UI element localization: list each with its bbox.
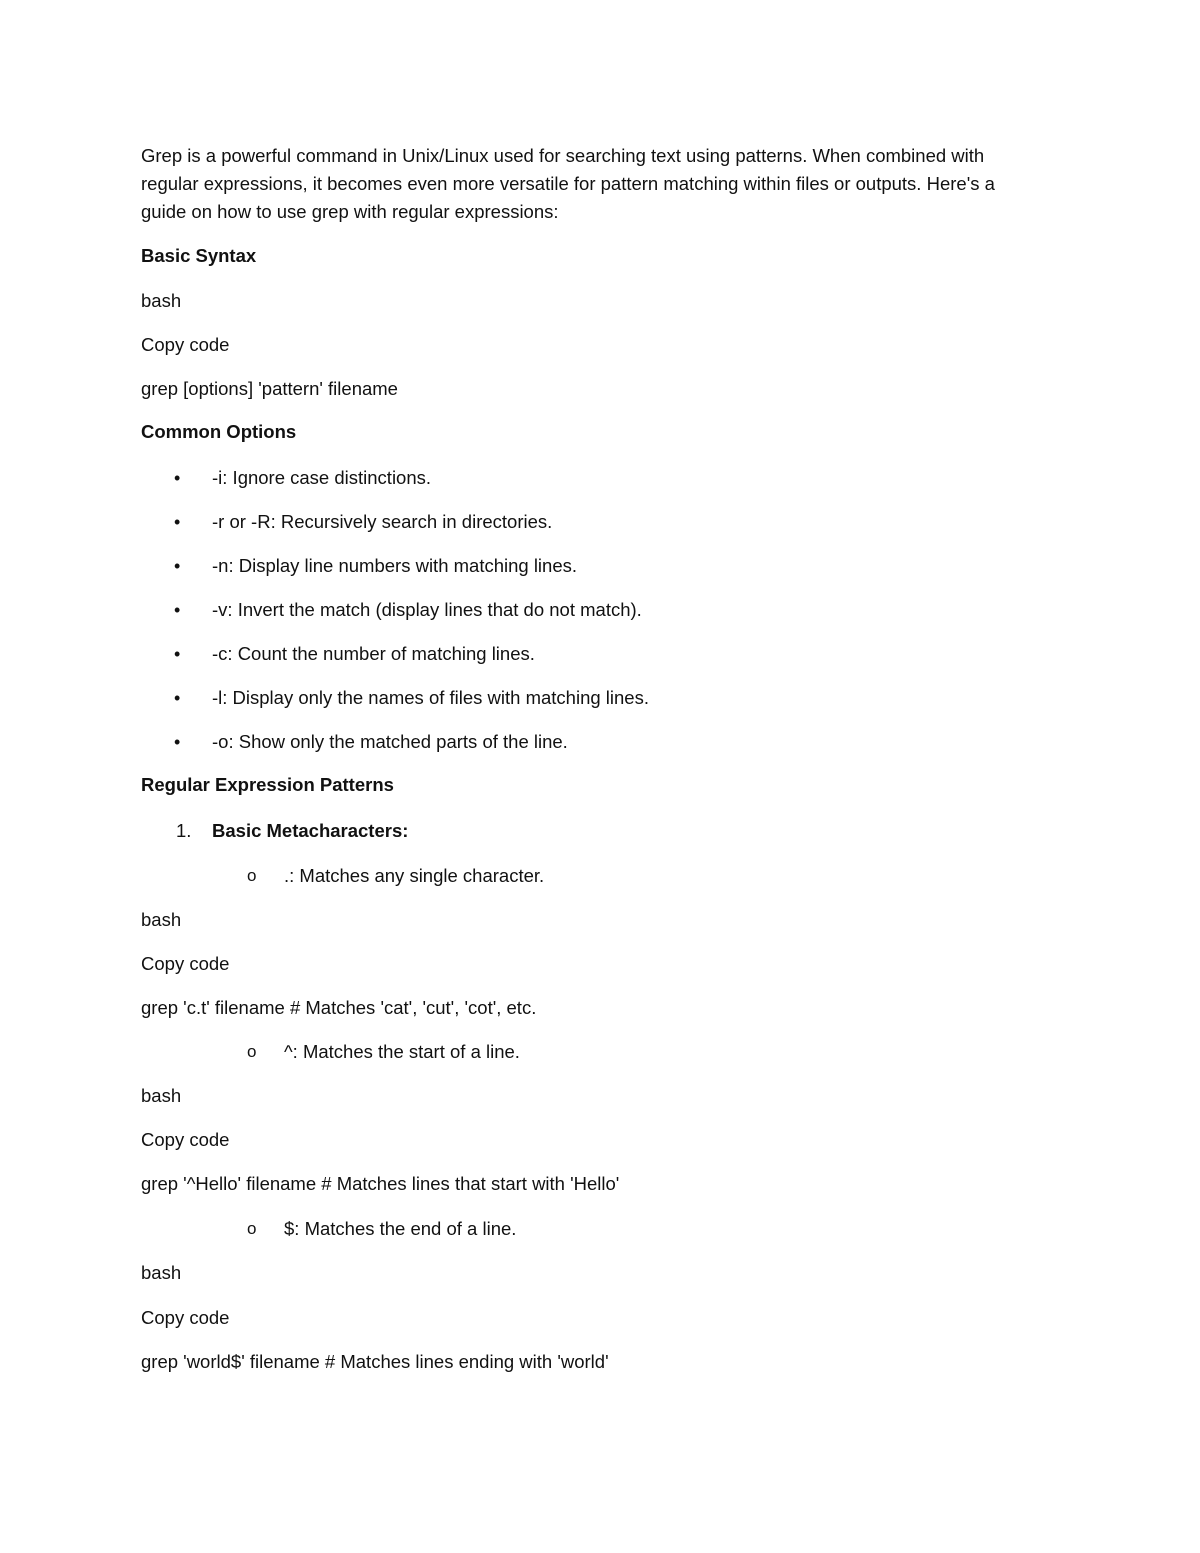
subheading-basic-metacharacters: Basic Metacharacters:: [212, 820, 409, 841]
sub-bullet-icon: o: [247, 866, 257, 885]
bullet-icon: •: [174, 556, 181, 576]
metachar-description: .: Matches any single character.: [284, 865, 545, 886]
copy-code-label: Copy code: [141, 953, 230, 974]
heading-regex-patterns: Regular Expression Patterns: [141, 774, 394, 795]
option-item: -r or -R: Recursively search in directories.: [212, 511, 553, 532]
intro-line-1: Grep is a powerful command in Unix/Linux used for searching text using patterns. When combined with: [141, 145, 985, 166]
code-line: grep 'c.t' filename # Matches 'cat', 'cut', 'cot', etc.: [141, 997, 537, 1018]
copy-code-label: Copy code: [141, 1307, 230, 1328]
code-lang-label: bash: [141, 1085, 182, 1106]
copy-code-label: Copy code: [141, 334, 230, 355]
option-item: -n: Display line numbers with matching lines.: [212, 555, 578, 576]
code-lang-label: bash: [141, 290, 182, 311]
code-line: grep 'world$' filename # Matches lines ending with 'world': [141, 1351, 609, 1372]
bullet-icon: •: [174, 644, 181, 664]
bullet-icon: •: [174, 468, 181, 488]
intro-line-2: regular expressions, it becomes even more versatile for pattern matching within files or outputs. Here's a: [141, 173, 995, 194]
intro-line-3: guide on how to use grep with regular expressions:: [141, 201, 559, 222]
code-lang-label: bash: [141, 909, 182, 930]
code-lang-label: bash: [141, 1262, 182, 1283]
metachar-description: $: Matches the end of a line.: [284, 1218, 517, 1239]
option-item: -v: Invert the match (display lines that do not match).: [212, 599, 642, 620]
sub-bullet-icon: o: [247, 1219, 257, 1238]
bullet-icon: •: [174, 688, 181, 708]
option-item: -i: Ignore case distinctions.: [212, 467, 432, 488]
heading-basic-syntax: Basic Syntax: [141, 245, 257, 266]
metachar-description: ^: Matches the start of a line.: [284, 1041, 520, 1062]
copy-code-label: Copy code: [141, 1129, 230, 1150]
code-line: grep [options] 'pattern' filename: [141, 378, 398, 399]
option-item: -c: Count the number of matching lines.: [212, 643, 535, 664]
option-item: -o: Show only the matched parts of the line.: [212, 731, 568, 752]
heading-common-options: Common Options: [141, 421, 297, 442]
list-number: 1.: [176, 820, 192, 841]
option-item: -l: Display only the names of files with matching lines.: [212, 687, 649, 708]
bullet-icon: •: [174, 732, 181, 752]
bullet-icon: •: [174, 600, 181, 620]
sub-bullet-icon: o: [247, 1042, 257, 1061]
code-line: grep '^Hello' filename # Matches lines that start with 'Hello': [141, 1173, 620, 1194]
bullet-icon: •: [174, 512, 181, 532]
